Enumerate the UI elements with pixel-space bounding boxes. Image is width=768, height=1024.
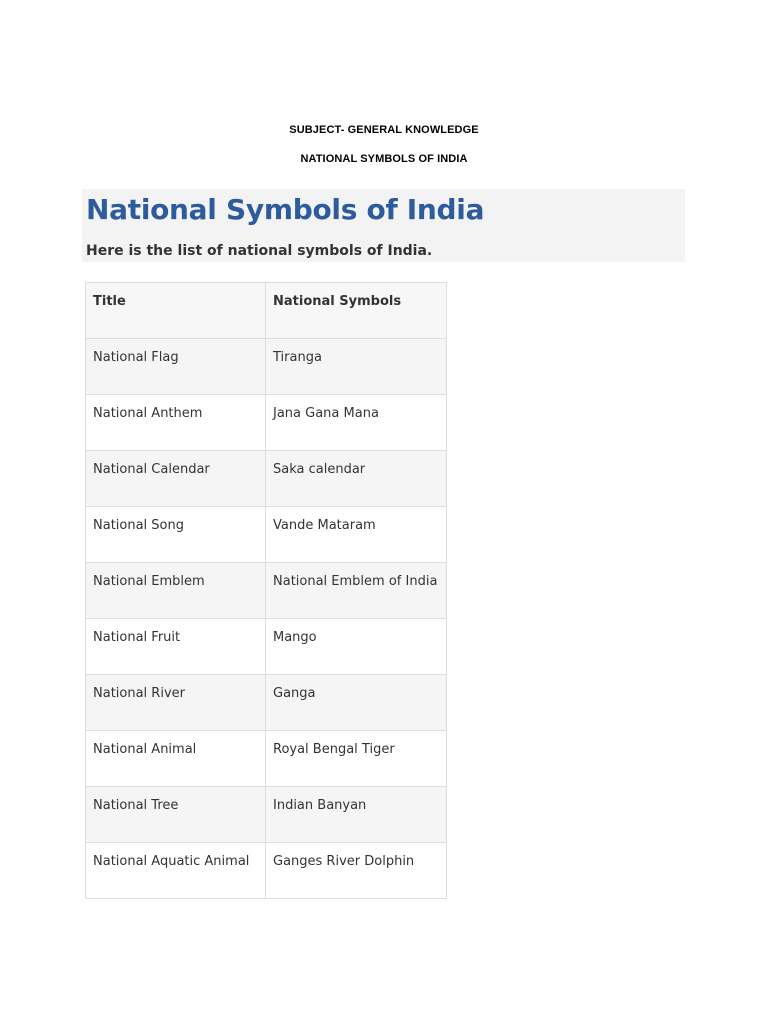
table-row — [86, 675, 447, 731]
symbol-cell: Indian Banyan — [266, 787, 447, 843]
symbol-cell: Vande Mataram — [266, 507, 447, 563]
symbol-cell: Tiranga — [266, 339, 447, 395]
title-cell: National Anthem — [86, 395, 266, 451]
table-row — [86, 339, 447, 395]
table-row — [86, 619, 447, 675]
title-cell: National Fruit — [86, 619, 266, 675]
column-header-symbols: National Symbols — [266, 283, 447, 339]
symbol-cell: Mango — [266, 619, 447, 675]
symbol-cell: Ganga — [266, 675, 447, 731]
table-row — [86, 787, 447, 843]
title-cell: National River — [86, 675, 266, 731]
table-row — [86, 731, 447, 787]
table-row — [86, 563, 447, 619]
title-cell: National Aquatic Animal — [86, 843, 266, 899]
title-cell: National Animal — [86, 731, 266, 787]
table-row — [86, 451, 447, 507]
intro-text: Here is the list of national symbols of India. — [86, 243, 433, 259]
page-title: National Symbols of India — [86, 193, 485, 226]
title-cell: National Calendar — [86, 451, 266, 507]
symbol-cell: National Emblem of India — [266, 563, 447, 619]
topic-heading: NATIONAL SYMBOLS OF INDIA — [300, 153, 468, 165]
title-cell: National Tree — [86, 787, 266, 843]
symbol-cell: Saka calendar — [266, 451, 447, 507]
table-row — [86, 507, 447, 563]
symbol-cell: Jana Gana Mana — [266, 395, 447, 451]
table-row — [86, 395, 447, 451]
symbol-cell: Ganges River Dolphin — [266, 843, 447, 899]
article-banner — [82, 189, 685, 262]
table-row — [86, 843, 447, 899]
column-header-title: Title — [86, 283, 266, 339]
title-cell: National Flag — [86, 339, 266, 395]
national-symbols-table — [85, 282, 447, 899]
title-cell: National Song — [86, 507, 266, 563]
title-cell: National Emblem — [86, 563, 266, 619]
symbol-cell: Royal Bengal Tiger — [266, 731, 447, 787]
table-header-row — [86, 283, 447, 339]
subject-heading: SUBJECT- GENERAL KNOWLEDGE — [289, 124, 479, 136]
